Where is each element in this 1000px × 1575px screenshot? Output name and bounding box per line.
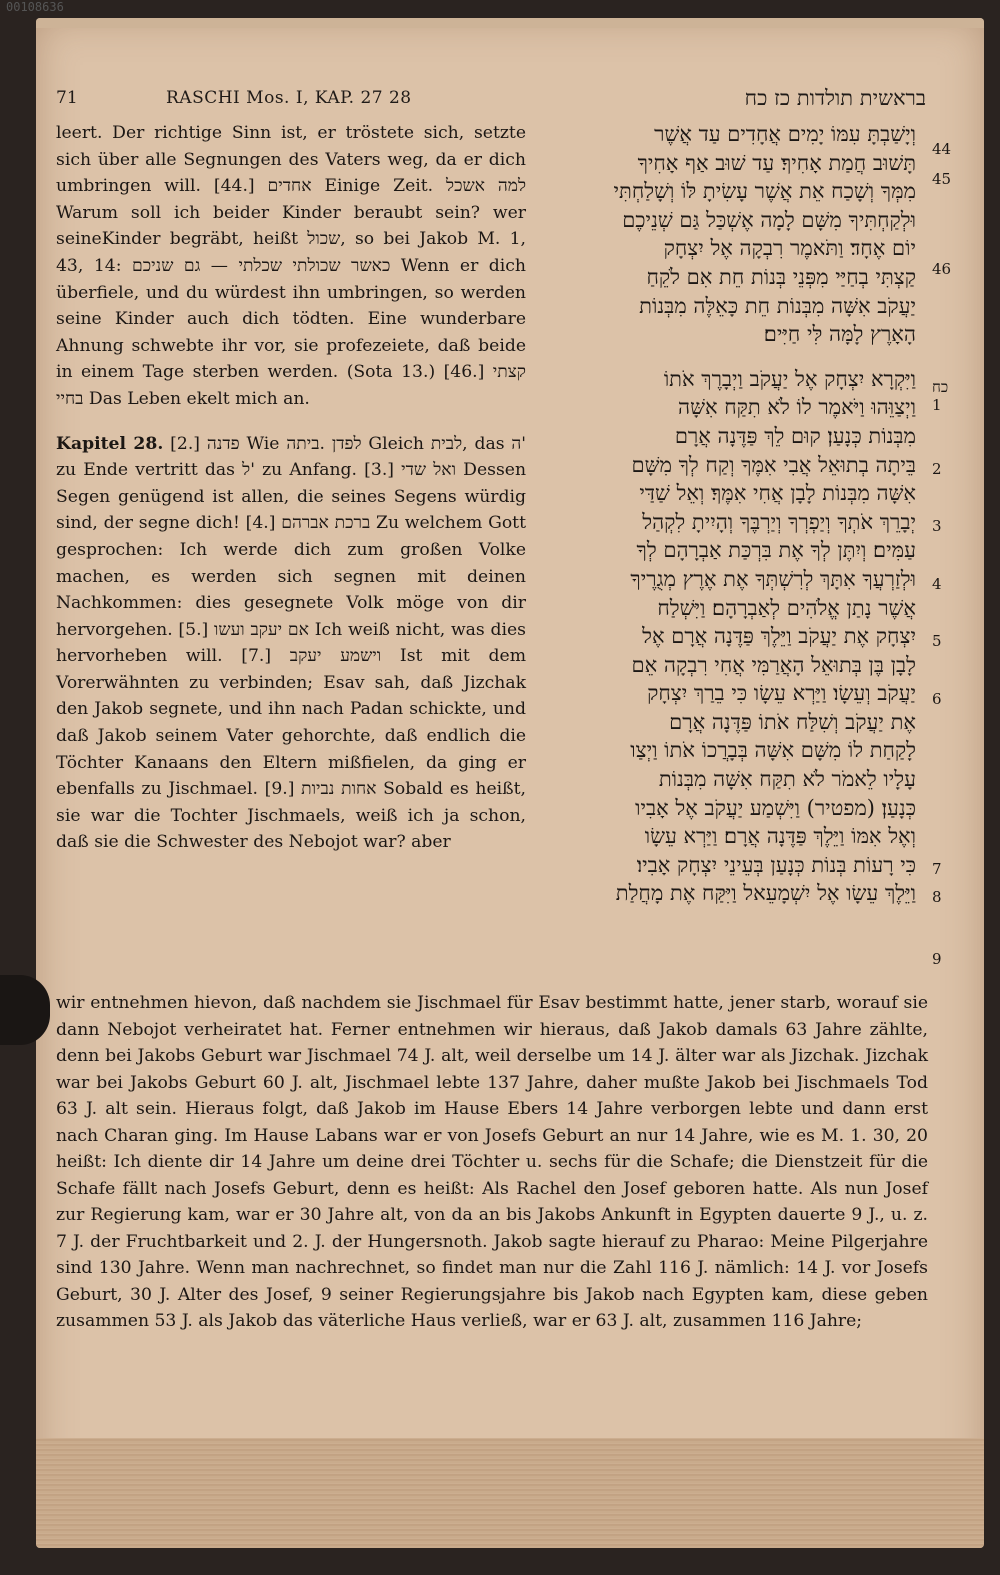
hebrew-line: יַעֲקֹב אִשָּׁה מִבְּנוֹת חֵת כָּאֵלֶּה מִבְּנוֹת [639,293,916,318]
verse-number: 46 [932,260,952,278]
hebrew-line: מִמְּךָ וְשָׁכַח אֵת אֲשֶׁר עָשִׂיתָ לּוֹ וְשָׁלַחְתִּי [613,179,916,204]
hebrew-line: לָבָן בֶּן בְּתוּאֵל הָאֲרַמִּי אֲחִי רִבְקָה אֵם [631,652,916,677]
verse-number: 44 [932,140,952,158]
verse-number: כח [932,378,949,396]
hebrew-line: וַיֵּלֶךְ עֵשָׂו אֶל יִשְׁמָעֵאל וַיִּקַּח אֶת מָחֲלַת [615,881,916,906]
hebrew-line: וְאֶל אִמּוֹ וַיֵּלֶךְ פַּדֶּנָה אֲרָם׃ וַיַּרְא עֵשָׂו [644,824,916,849]
hebrew-line: עַמִּים׃ וְיִתֶּן לְךָ אֶת בִּרְכַּת אַבְרָהָם לְךָ [636,538,916,563]
hebrew-line: יַעֲקֹב וְעֵשָׂו׃ וַיַּרְא עֵשָׂו כִּי בֵרַךְ יִצְחָק [647,681,916,706]
chapter-label: Kapitel 28. [56,433,164,454]
verse-number: 1 [932,396,942,414]
catalog-number: 00108636 [6,0,64,14]
page-number: 71 [56,88,78,108]
hebrew-line: אֶת יַעֲקֹב וְשִׁלַּח אֹתוֹ פַּדֶּנָה אֲרָם [669,709,916,734]
running-title: RASCHI Mos. I, KAP. 27 28 [166,88,412,108]
page-clip [0,975,50,1045]
hebrew-line: קַצְתִּי בְחַיַּי מִפְּנֵי בְּנוֹת חֵת אִם לֹקֵחַ [646,264,916,289]
verse-number: 8 [932,888,942,906]
chapter-commentary [56,431,526,857]
hebrew-line: יְבָרֵךְ אֹתְךָ וְיַפְרְךָ וְיַרְבֶּךָ וְהָיִיתָ לִקְהַל [642,509,916,534]
verse-number: 6 [932,690,942,708]
hebrew-line: עָלָיו לֵאמֹר לֹא תִקַּח אִשָּׁה מִבְּנוֹת [658,767,916,792]
hebrew-line: תָּשׁוּב חֲמַת אָחִיךָ׃ עַד שׁוּב אַף אָחִיךָ [637,150,916,175]
hebrew-line: וּלְזַרְעֲךָ אִתָּךְ לְרִשְׁתְּךָ אֶת אֶרֶץ מְגֻרֶיךָ [630,566,916,591]
verse-number: 2 [932,460,942,478]
hebrew-line: וַיְצַוֵּהוּ וַיֹּאמֶר לוֹ לֹא תִקַּח אִשָּׁה [678,395,916,420]
commentary-paragraph: leert. Der richtige Sinn ist, er tröstete sich, setzte sich über alle Segnungen des Vaters weg, da er dich umbringen will. [44.] אחדים Einige Zeit. למה אשכל Warum soll ich beider Kinder beraubt sein? wer seineKinder begräbt, heißt שכול, so bei Jakob M. 1, 43, 14: כאשר שכולתי שכלתי — גם שניכם Wenn er dich überfiele, und du würdest ihn umbringen, so werden seine Kinder auch dich tödten. Eine wunderbare Ahnung schwebte ihr vor, sie profezeiete, daß beide in einem Tage sterben werden. (Sota 13.) [46.] קצתי בחיי Das Leben ekelt mich an. [56,123,526,409]
hebrew-line: מִבְּנוֹת כְּנָעַן׃ קוּם לֵךְ פַּדֶּנָה אֲרָם [674,423,916,448]
hebrew-line: אִשָּׁה מִבְּנוֹת לָבָן אֲחִי אִמֶּךָ׃ וְאֵל שַׁדַּי [639,481,916,506]
hebrew-line: הָאָרֶץ לָמָּה לִּי חַיִּים׃ [763,322,916,347]
hebrew-line: לָקַחַת לוֹ מִשָּׁם אִשָּׁה בְּבָרֲכוֹ אֹתוֹ וַיְצַו [630,738,916,763]
hebrew-line [510,349,916,365]
hebrew-line: יִצְחָק אֶת יַעֲקֹב וַיֵּלֶךְ פַּדֶּנָה אֲרָם אֶל [642,624,916,649]
hebrew-line: כְּנָעַן׃ (מפטיר) וַיִּשְׁמַע יַעֲקֹב אֶל אָבִיו [635,795,916,820]
verse-number: 7 [932,860,942,878]
verse-number: 9 [932,950,942,968]
verse-number: 45 [932,170,952,188]
hebrew-line: אֲשֶׁר נָתַן אֱלֹהִים לְאַבְרָהָם׃ וַיִּשְׁלַח [657,595,916,620]
commentary-paragraph-2: [2.] פדנה Wie לפדן .ביתה Gleich לבית, das ה' zu Ende vertritt das ל' zu Anfang. [3.] ואל שדי Dessen Segen genügend ist allen, die seines Segens würdig sind, der segne dich! [4.] ברכת אברהם Zu welchem Gott gesprochen: Ich werde dich zum großen Volke machen, es werden sich segnen mit deinen Nachkommen: dies gesegnete Volk möge von dir hervorgehen. [5.] אם יעקב ועשו Ich weiß nicht, was dies hervorheben will. [7.] וישמע יעקב Ist mit dem Vorerwähnten zu verbinden; Esav sah, daß Jizchak den Jakob segnete, und ihn nach Padan schickte, und daß Jakob seinem Vater gehorchte, daß endlich die Töchter Kanaans den Eltern mißfielen, da ging er ebenfalls zu Jischmael. [9.] אחות נביות Sobald es heißt, sie war die Tochter Jischmaels, weiß ich ja schon, daß sie die Schwester des Nebojot war? aber [56,433,527,853]
hebrew-running-title: בראשית תולדות כז כח [744,86,926,110]
hebrew-text-column [510,120,916,908]
commentary-continuation: wir entnehmen hievon, daß nachdem sie Jischmael für Esav bestimmt hatte, jener starb, worauf sie dann Nebojot verheiratet hat. Ferner entnehmen wir hieraus, daß Jakob damals 63 Jahre zählte, denn bei Jakobs Geburt war Jischmael 74 J. alt, weil derselbe um 14 J. älter war als Jizchak. Jizchak war bei Jakobs Geburt 60 J. alt, Jischmael lebte 137 Jahre, daher mußte Jakob bei Jischmaels Tod 63 J. alt sein. Hieraus folgt, daß Jakob im Hause Ebers 14 Jahre verborgen lebte und dann erst nach Charan ging. Im Hause Labans war er von Josefs Geburt an nur 14 Jahre, wie es M. 1. 30, 20 heißt: Ich diente dir 14 Jahre um deine drei Töchter u. sechs für die Schafe; die Dienstzeit für die Schafe fällt nach Josefs Geburt, denn es heißt: Als Rachel den Josef geboren hatte. Als nun Josef zur Regierung kam, war er 30 Jahre alt, von da an bis Jakobs Ankunft in Egypten dauerte 9 J., u. z. 7 J. der Fruchtbarkeit und 2. J. der Hungersnoth. Jakob sagte hierauf zu Pharao: Meine Pilgerjahre sind 130 Jahre. Wenn man nachrechnet, so findet man nur die Zahl 116 J. nämlich: 14 J. vor Josefs Geburt, 30 J. Alter des Josef, 9 seiner Regierungsjahre bis Jakob nach Egypten kam, diese geben zusammen 53 J. als Jakob das väterliche Haus verließ, war er 63 J. alt, zusammen 116 Jahre; [56,993,928,1331]
commentary-column [56,120,526,856]
page-header [56,88,926,116]
hebrew-line: וְיָשַׁבְתָּ עִמּוֹ יָמִים אֲחָדִים עַד אֲשֶׁר [654,122,916,146]
hebrew-line: בֵּיתָה בְתוּאֵל אֲבִי אִמֶּךָ וְקַח לְךָ מִשָּׁם [631,452,916,477]
hebrew-line: כִּי רָעוֹת בְּנוֹת כְּנָעַן בְּעֵינֵי יִצְחָק אָבִיו׃ [636,852,916,877]
verse-number: 4 [932,575,942,593]
hebrew-line: וַיִּקְרָא יִצְחָק אֶל יַעֲקֹב וַיְבָרֶךְ אֹתוֹ [663,366,916,391]
hebrew-line: יוֹם אֶחָד׃ וַתֹּאמֶר רִבְקָה אֶל יִצְחָק [663,236,916,261]
verse-number: 5 [932,632,942,650]
verse-number: 3 [932,517,942,535]
hebrew-line: וּלְקַחְתִּיךָ מִשָּׁם לָמָה אֶשְׁכַּל גַּם שְׁנֵיכֶם [622,207,916,232]
full-width-commentary [56,990,928,1335]
page-stack-edge [36,1438,984,1548]
page-top-edge [36,18,984,28]
